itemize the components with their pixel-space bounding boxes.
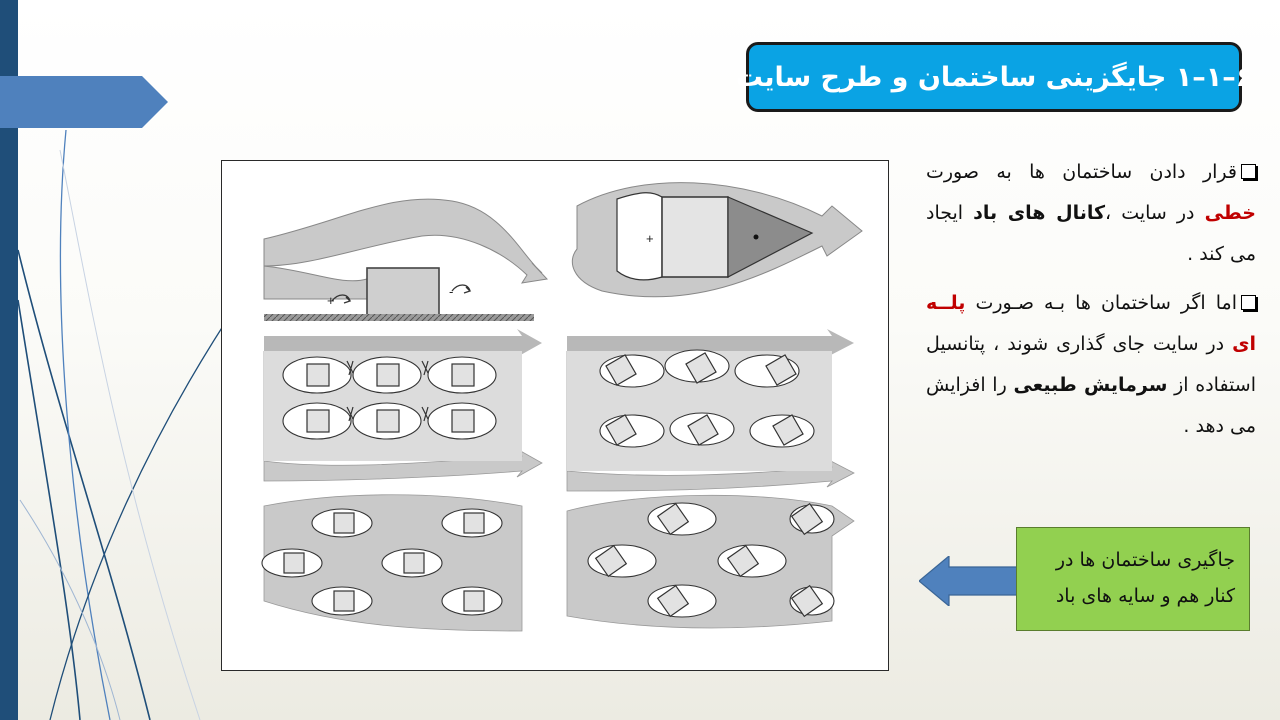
paragraph-staggered (926, 283, 1256, 447)
page-title: ۶–۱–۱ جایگزینی ساختمان و طرح سایت (735, 61, 1253, 93)
title-box (735, 42, 1253, 112)
panel-single-building-plan (572, 183, 862, 297)
panel-linear-rows (264, 329, 542, 481)
highlight-wind-channels: کانال های باد (973, 202, 1106, 224)
text-run: در سایت جای گذاری شوند ، پتانسیل استفاده از (926, 333, 1256, 396)
highlight-staggered: پلــه ای (926, 292, 1256, 355)
panel-staggered-rows (567, 329, 854, 491)
paragraph-linear (926, 152, 1256, 275)
text-run: قرار دادن ساختمان ها به صورت (926, 161, 1237, 183)
left-pointing-arrow-icon (919, 556, 1023, 606)
panel-single-building-section (264, 199, 547, 321)
text-run: را افزایش می دهد . (926, 374, 1256, 437)
checkbox-bullet-icon (1241, 164, 1256, 179)
building-wind-illustration (222, 161, 888, 670)
callout-box (1016, 527, 1250, 631)
callout-text: جاگیری ساختمان ها در کنار هم و سایه های باد (1055, 549, 1235, 607)
body-text (926, 152, 1256, 455)
highlight-natural-cooling: سرمایش طبیعی (1013, 374, 1168, 396)
panel-rotated-staggered (567, 495, 854, 628)
minus-sign: - (449, 284, 454, 299)
text-run: اما اگر ساختمان ها بـه صـورت (965, 292, 1237, 314)
panel-offset-groups (262, 495, 522, 631)
plus-sign: + (327, 293, 335, 308)
plus-sign: + (646, 231, 654, 246)
text-run: در سایت ، (1105, 202, 1205, 224)
highlight-linear: خطی (1204, 202, 1256, 224)
text-run: ایجاد می کند . (926, 202, 1256, 265)
checkbox-bullet-icon (1241, 295, 1256, 310)
wind-diagram-figure (221, 160, 889, 671)
left-arrow-shape (0, 76, 168, 128)
